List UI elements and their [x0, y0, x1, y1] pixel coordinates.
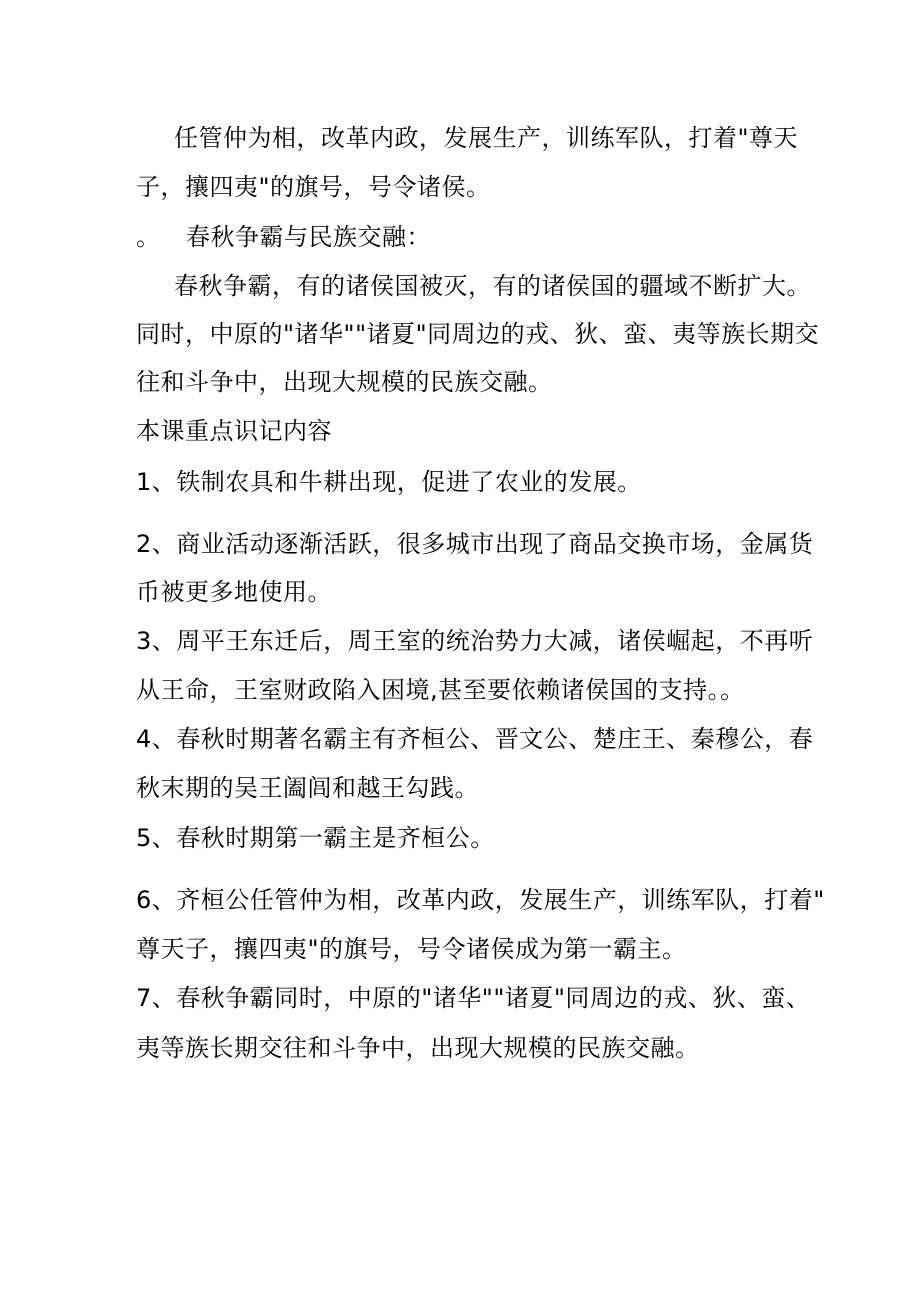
paragraph-line: 春秋争霸，有的诸侯国被灭，有的诸侯国的疆域不断扩大。 [174, 272, 811, 300]
list-item: 1、铁制农具和牛耕出现，促进了农业的发展。 [136, 468, 642, 496]
list-item: 6、齐桓公任管仲为相，改革内政，发展生产，训练军队，打着" [136, 886, 825, 914]
paragraph-line: 同时，中原的"诸华""诸夏"同周边的戎、狄、蛮、夷等族长期交 [136, 320, 820, 348]
paragraph-line: 子，攘四夷"的旗号，号令诸侯。 [136, 173, 491, 201]
key-points-heading: 本课重点识记内容 [136, 417, 332, 445]
section-heading-line [136, 221, 431, 253]
list-item-continuation: 从王命，王室财政陷入困境,甚至要依赖诸侯国的支持。。 [136, 676, 745, 704]
paragraph-line: 往和斗争中，出现大规模的民族交融。 [136, 368, 553, 396]
paragraph-line: 任管仲为相，改革内政，发展生产，训练军队，打着"尊天 [174, 124, 799, 152]
list-item-continuation: 秋末期的吴王阖闾和越王勾践。 [136, 774, 479, 802]
list-item: 4、春秋时期著名霸主有齐桓公、晋文公、楚庄王、秦穆公，春 [136, 725, 814, 753]
list-item-continuation: 币被更多地使用。 [136, 578, 332, 606]
bullet-mark: 。 [136, 223, 161, 251]
section-heading: 春秋争霸与民族交融： [186, 223, 431, 251]
list-item: 3、周平王东迁后，周王室的统治势力大减，诸侯崛起，不再听 [136, 627, 814, 655]
list-item-continuation: 夷等族长期交往和斗争中，出现大规模的民族交融。 [136, 1034, 700, 1062]
list-item: 5、春秋时期第一霸主是齐桓公。 [136, 824, 495, 852]
list-item: 2、商业活动逐渐活跃，很多城市出现了商品交换市场，金属货 [136, 530, 814, 558]
list-item-continuation: 尊天子，攘四夷"的旗号，号令诸侯成为第一霸主。 [136, 935, 687, 963]
list-item: 7、春秋争霸同时，中原的"诸华""诸夏"同周边的戎、狄、蛮、 [136, 984, 811, 1012]
